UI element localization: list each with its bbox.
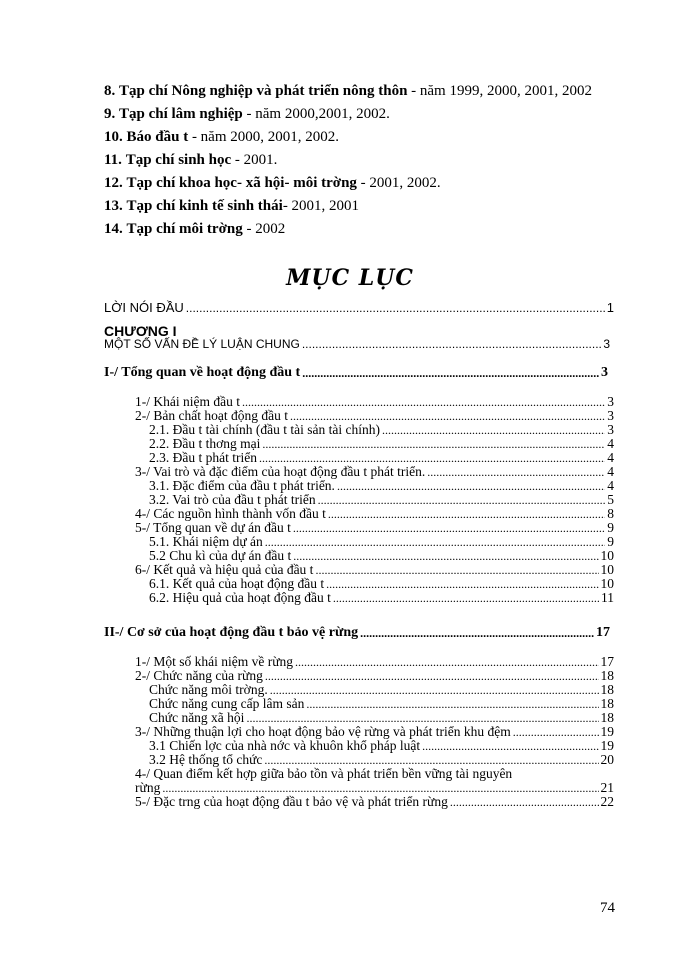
toc-entry — [104, 535, 614, 549]
toc-entry-label: Chức năng môi trờng. — [149, 682, 268, 697]
toc-entry-page: 5 — [607, 492, 614, 507]
reference-item — [104, 195, 624, 218]
reference-title: 14. — [104, 221, 123, 237]
toc-entry-label: 6-/ Kết quả và hiệu quả của đầu t — [135, 562, 314, 577]
toc-entry-label: 2.3. Đầu t phát triển — [149, 450, 257, 465]
toc-entry-label: Chức năng cung cấp lâm sản — [149, 696, 305, 711]
chapter-heading: CHƯƠNG I — [104, 323, 177, 339]
toc-entry-page: 3 — [607, 422, 614, 437]
dot-leader — [326, 577, 598, 591]
reference-title: Tạp chí môi trờng — [126, 221, 243, 237]
toc-entry — [104, 711, 614, 725]
toc-entry-label: 1-/ Một số khái niệm về rừng — [135, 654, 294, 669]
dot-leader — [265, 669, 599, 683]
references-list — [104, 80, 624, 241]
toc-entry-label: 3.1. Đặc điểm của đầu t phát triển. — [149, 478, 335, 493]
toc-entry-page: 3 — [607, 394, 614, 409]
section-2-items — [104, 655, 614, 767]
dot-leader — [242, 395, 605, 409]
toc-entry-label: 3.2. Vai trò của đầu t phát triển — [149, 492, 316, 507]
reference-detail: - năm 2000,2001, 2002. — [242, 106, 390, 122]
toc-entry-page: 4 — [607, 436, 614, 451]
reference-title: Tạp chí kinh tế sinh thái — [126, 198, 283, 214]
toc-entry-label: Chức năng xã hội — [149, 710, 245, 725]
reference-detail: - năm 2000, 2001, 2002. — [188, 129, 340, 145]
toc-entry-page: 9 — [607, 520, 614, 535]
reference-title: 8. — [104, 83, 116, 99]
dot-leader — [264, 753, 598, 767]
toc-entry — [104, 725, 614, 739]
dot-leader — [422, 739, 598, 753]
dot-leader — [382, 423, 605, 437]
section-1-items — [104, 395, 614, 605]
toc-entry — [104, 451, 614, 465]
reference-title: 9. — [104, 106, 116, 122]
reference-item — [104, 126, 624, 149]
toc-entry — [104, 423, 614, 437]
toc-entry-page: 10 — [600, 548, 614, 563]
toc-entry-label: 5-/ Tổng quan về dự án đầu t — [135, 520, 291, 535]
dot-leader — [333, 591, 599, 605]
toc-entry-page: 10 — [600, 562, 614, 577]
reference-title: 13. — [104, 198, 123, 214]
reference-title: 10. — [104, 129, 123, 145]
dot-leader — [513, 725, 599, 739]
toc-entry-label: 6.2. Hiệu quả của hoạt động đầu t — [149, 590, 331, 605]
dot-leader — [259, 451, 605, 465]
dot-leader — [295, 655, 598, 669]
toc-entry — [104, 437, 614, 451]
reference-detail: - 2001. — [231, 152, 278, 168]
reference-item — [104, 80, 624, 103]
toc-entry-label: 2-/ Chức năng của rừng — [135, 668, 263, 683]
dot-leader — [293, 521, 605, 535]
toc-entry — [104, 395, 614, 409]
toc-entry-label: 2.1. Đầu t tài chính (đầu t tài sản tài chính) — [149, 422, 380, 437]
toc-section-1: I-/ Tổng quan về hoạt động đầu t ..... 3 — [104, 365, 614, 381]
dot-leader — [318, 493, 606, 507]
toc-entry — [104, 479, 614, 493]
toc-entry-page: 18 — [600, 668, 614, 683]
toc-entry-label: 2-/ Bản chất hoạt động đầu t — [135, 408, 288, 423]
toc-entry-chapter: MỘT SỐ VẤN ĐỀ LÝ LUẬN CHUNG ..... 3 — [104, 337, 614, 351]
toc-entry — [104, 683, 614, 697]
toc-entry — [104, 577, 614, 591]
toc-entry-label: 3-/ Những thuận lợi cho hoạt động bảo vệ rừng và phát triển khu đệm — [135, 724, 511, 739]
toc-entry-page: 18 — [600, 710, 614, 725]
dot-leader — [328, 507, 605, 521]
toc-entry-page: 4 — [607, 464, 614, 479]
toc-entry-page: 19 — [600, 738, 614, 753]
page-number: 74 — [600, 900, 615, 916]
toc-entry — [104, 739, 614, 753]
toc-entry-page: 3 — [607, 408, 614, 423]
reference-title: Tạp chí khoa học- xã hội- môi trờng — [126, 175, 357, 191]
dot-leader — [427, 465, 605, 479]
toc-entry-label: 6.1. Kết quả của hoạt động đầu t — [149, 576, 325, 591]
toc-entry-page: 9 — [607, 534, 614, 549]
reference-detail: - 2001, 2002. — [356, 175, 441, 191]
toc-entry-page: 4 — [607, 450, 614, 465]
toc-title: MỤC LỤC — [286, 265, 414, 291]
toc-entry-label: 3.1 Chiến lợc của nhà nớc và khuôn khổ pháp luật — [149, 738, 421, 753]
toc-section-2: II-/ Cơ sở của hoạt động đầu t bảo vệ rừng ..... 17 — [104, 625, 614, 641]
toc-entry — [104, 507, 614, 521]
toc-entry-label: 4-/ Các nguồn hình thành vốn đầu t — [135, 506, 326, 521]
toc-entry-item4: 4-/ Quan điểm kết hợp giữa bảo tồn và phát triển bền vững tài nguyên — [135, 766, 513, 781]
toc-entry-page: 20 — [600, 752, 614, 767]
toc-entry-item5: 5-/ Đặc trng của hoạt động đầu t bảo vệ và phát triển rừng ..... 22 — [104, 795, 614, 809]
toc-entry-page: 4 — [607, 478, 614, 493]
toc-entry — [104, 591, 614, 605]
reference-title: Tạp chí sinh học — [125, 152, 232, 168]
toc-entry-page: 19 — [600, 724, 614, 739]
toc-entry-label: 5.2 Chu kì của dự án đầu t — [149, 548, 292, 563]
dot-leader — [293, 549, 598, 563]
toc-entry-page: 8 — [607, 506, 614, 521]
reference-title: 11. — [104, 152, 122, 168]
dot-leader — [306, 697, 598, 711]
dot-leader — [290, 409, 605, 423]
toc-entry — [104, 563, 614, 577]
toc-entry — [104, 521, 614, 535]
toc-entry — [104, 409, 614, 423]
toc-entry-label: 5.1. Khái niệm dự án — [149, 534, 263, 549]
dot-leader — [315, 563, 598, 577]
reference-title: Tạp chí Nông nghiệp và phát triển nông thôn — [119, 83, 408, 99]
reference-item — [104, 103, 624, 126]
toc-entry-label: 3.2 Hệ thống tổ chức — [149, 752, 263, 767]
reference-title: Báo đầu t — [126, 129, 189, 145]
toc-entry — [104, 655, 614, 669]
toc-entry-page: 10 — [600, 576, 614, 591]
dot-leader — [262, 437, 605, 451]
reference-detail: - 2002 — [242, 221, 286, 237]
reference-title: Tạp chí lâm nghiệp — [119, 106, 243, 122]
toc-entry — [104, 669, 614, 683]
toc-entry-page: 11 — [601, 590, 614, 605]
dot-leader — [265, 535, 605, 549]
reference-detail: - 2001, 2001 — [282, 198, 360, 214]
toc-entry-label: 3-/ Vai trò và đặc điểm của hoạt động đầu t phát triển. — [135, 464, 426, 479]
toc-entry — [104, 465, 614, 479]
toc-entry — [104, 753, 614, 767]
toc-entry — [104, 493, 614, 507]
dot-leader — [337, 479, 605, 493]
dot-leader — [246, 711, 598, 725]
toc-entry — [104, 697, 614, 711]
toc-entry — [104, 549, 614, 563]
toc-entry-item4-cont: rừng ..... 21 — [104, 781, 614, 795]
toc-entry-label: 2.2. Đầu t thơng mại — [149, 436, 261, 451]
reference-item — [104, 218, 624, 241]
table-of-contents — [104, 300, 614, 809]
toc-entry-page: 17 — [600, 654, 614, 669]
reference-detail: - năm 1999, 2000, 2001, 2002 — [407, 83, 592, 99]
dot-leader — [270, 683, 599, 697]
toc-entry-intro: LỜI NÓI ĐẦU ..... 1 — [104, 300, 614, 315]
reference-title: 12. — [104, 175, 123, 191]
toc-entry-page: 18 — [600, 682, 614, 697]
toc-entry-label: 1-/ Khái niệm đầu t — [135, 394, 240, 409]
reference-item — [104, 149, 624, 172]
reference-item — [104, 172, 624, 195]
toc-entry-page: 18 — [600, 696, 614, 711]
